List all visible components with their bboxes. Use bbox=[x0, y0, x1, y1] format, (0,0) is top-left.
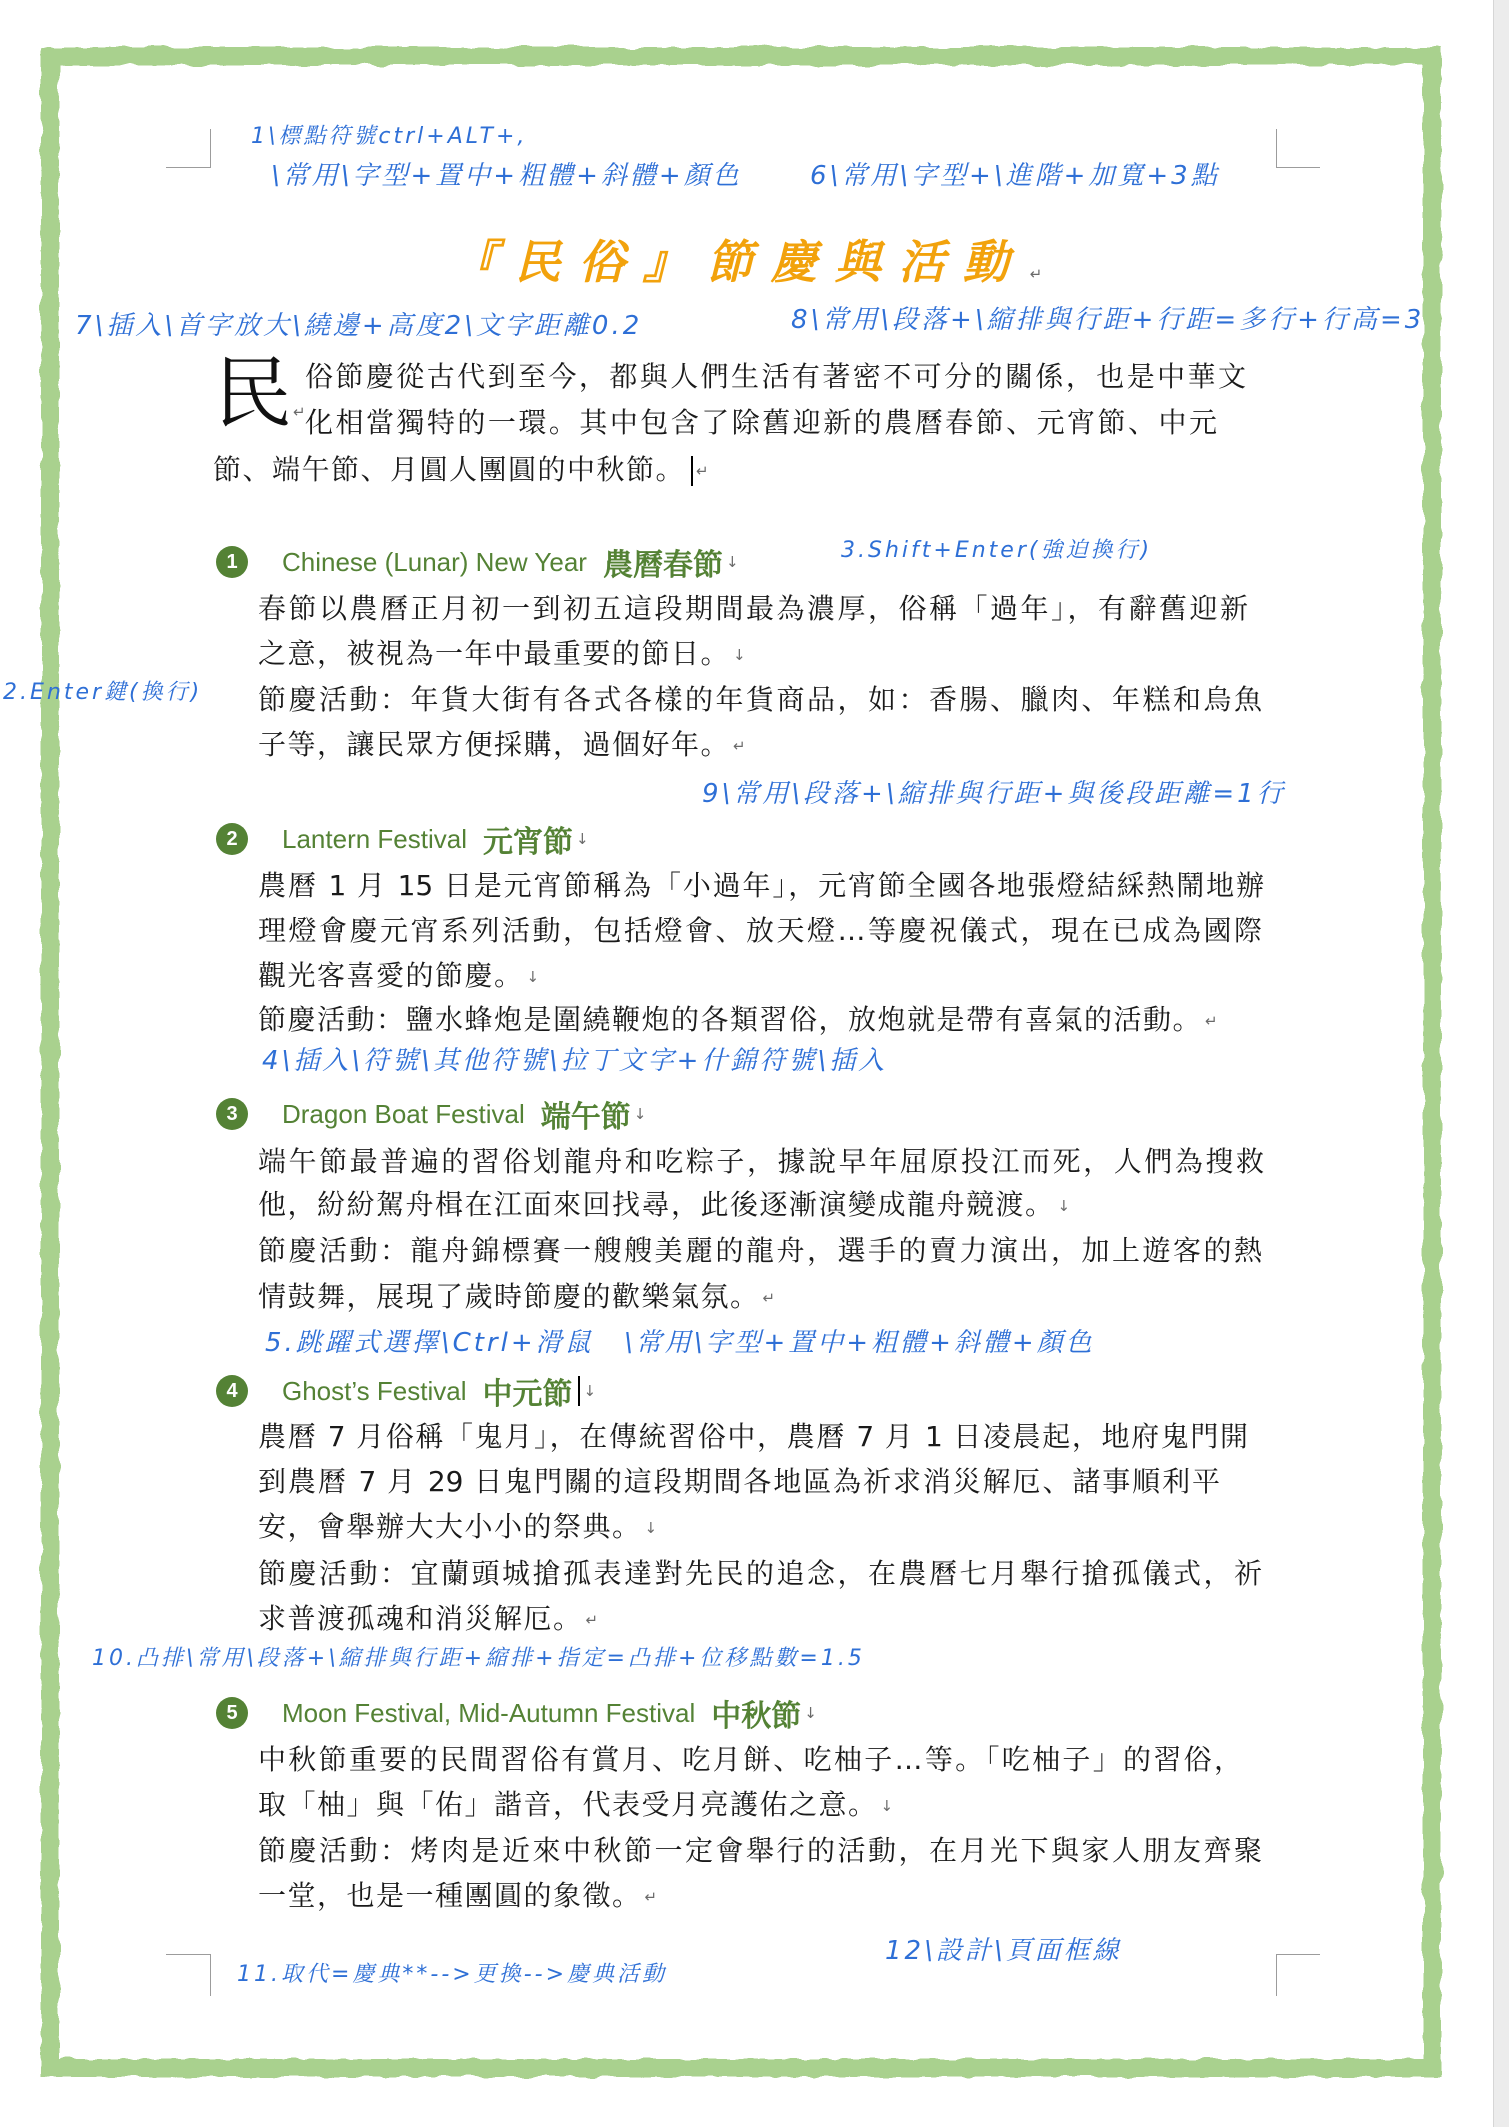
body-line[interactable] bbox=[258, 634, 746, 674]
annotation-note: 6\常用\字型+\進階+加寬+3點 bbox=[810, 161, 1220, 191]
crop-mark-bottom-right bbox=[1276, 1954, 1320, 1996]
body-line[interactable] bbox=[258, 1599, 598, 1639]
number-badge: 1 bbox=[216, 546, 248, 578]
intro-line[interactable]: 俗節慶從古代到至今，都與人們生活有著密不可分的關係，也是中華文 bbox=[305, 360, 1246, 393]
line-break-mark: ↓ bbox=[733, 646, 746, 664]
body-line[interactable] bbox=[258, 1277, 775, 1317]
paragraph-mark: ↵ bbox=[733, 737, 746, 755]
body-line[interactable]: 端午節最普遍的習俗划龍舟和吃粽子，據說早年屈原投江而死，人們為搜救 bbox=[258, 1145, 1264, 1178]
body-line[interactable] bbox=[258, 956, 539, 996]
heading-english[interactable]: Lantern Festival bbox=[282, 823, 467, 854]
line-text[interactable]: 他，紛紛駕舟楫在江面來回找尋，此後逐漸演變成龍舟競渡。 bbox=[258, 1188, 1055, 1221]
annotation-note: 7\插入\首字放大\繞邊+高度2\文字距離0.2 bbox=[75, 311, 643, 341]
section-heading[interactable] bbox=[216, 1693, 817, 1733]
body-line[interactable]: 中秋節重要的民間習俗有賞月、吃月餅、吃柚子…等。「吃柚子」的習俗， bbox=[258, 1743, 1242, 1776]
line-text[interactable]: 情鼓舞，展現了歲時節慶的歡樂氣氛。 bbox=[258, 1280, 760, 1313]
crop-mark-top-left bbox=[166, 129, 211, 168]
paragraph-mark: ↵ bbox=[762, 1289, 776, 1307]
section-heading[interactable] bbox=[216, 542, 739, 582]
paragraph-mark: ↵ bbox=[644, 1888, 658, 1906]
paragraph-mark: ↵ bbox=[1029, 264, 1043, 283]
drop-cap[interactable]: 民 bbox=[214, 349, 293, 439]
body-line[interactable] bbox=[258, 1185, 1070, 1225]
body-line[interactable]: 節慶活動：宜蘭頭城搶孤表達對先民的追念，在農曆七月舉行搶孤儀式，祈 bbox=[258, 1557, 1262, 1590]
section-heading[interactable] bbox=[216, 1371, 596, 1411]
number-badge: 5 bbox=[216, 1697, 248, 1729]
annotation-note: 2.Enter鍵(換行) bbox=[3, 680, 203, 705]
annotation-note: 3.Shift+Enter(強迫換行) bbox=[841, 538, 1153, 563]
line-break-mark: ↓ bbox=[633, 1105, 647, 1123]
line-break-mark: ↓ bbox=[880, 1797, 894, 1815]
heading-english[interactable]: Ghost’s Festival bbox=[282, 1375, 467, 1406]
number-badge: 3 bbox=[216, 1098, 248, 1130]
line-break-mark: ↓ bbox=[526, 968, 540, 986]
line-text[interactable]: 觀光客喜愛的節慶。 bbox=[258, 959, 524, 992]
body-line[interactable]: 農曆 1 月 15 日是元宵節稱為「小過年」，元宵節全國各地張燈結綵熱鬧地辦 bbox=[258, 869, 1264, 902]
heading-chinese[interactable]: 元宵節 bbox=[482, 825, 573, 860]
line-text[interactable]: 取「柚」與「佑」諧音，代表受月亮護佑之意。 bbox=[258, 1788, 878, 1821]
heading-chinese[interactable]: 端午節 bbox=[540, 1100, 631, 1135]
line-break-mark: ↓ bbox=[583, 1382, 597, 1400]
line-text[interactable]: 求普渡孤魂和消災解厄。 bbox=[258, 1602, 583, 1635]
annotation-note: 10.凸排\常用\段落+\縮排與行距+縮排+指定=凸排+位移點數=1.5 bbox=[92, 1646, 865, 1671]
section-heading[interactable] bbox=[216, 1094, 646, 1134]
annotation-note: 1\標點符號ctrl+ALT+, bbox=[251, 124, 528, 149]
heading-chinese[interactable]: 中秋節 bbox=[711, 1699, 802, 1734]
heading-english[interactable]: Chinese (Lunar) New Year bbox=[282, 546, 587, 577]
annotation-note: \常用\字型+置中+粗體+斜體+顏色 bbox=[624, 1328, 1095, 1358]
line-text[interactable]: 節、端午節、月圓人團圓的中秋節。 bbox=[213, 453, 686, 486]
heading-english[interactable]: Dragon Boat Festival bbox=[282, 1098, 525, 1129]
body-line[interactable]: 春節以農曆正月初一到初五這段期間最為濃厚，俗稱「過年」，有辭舊迎新 bbox=[258, 592, 1248, 625]
annotation-note: 11.取代=慶典**-->更換-->慶典活動 bbox=[237, 1962, 668, 1987]
number-badge: 4 bbox=[216, 1375, 248, 1407]
line-text[interactable]: 節慶活動：鹽水蜂炮是圍繞鞭炮的各類習俗，放炮就是帶有喜氣的活動。 bbox=[258, 1003, 1203, 1036]
annotation-note: 8\常用\段落+\縮排與行距+行距=多行+行高=3 bbox=[791, 305, 1425, 335]
line-break-mark: ↓ bbox=[575, 830, 589, 848]
body-line[interactable]: 節慶活動：龍舟錦標賽一艘艘美麗的龍舟，選手的賣力演出，加上遊客的熱 bbox=[258, 1234, 1262, 1267]
line-break-mark: ↓ bbox=[725, 553, 739, 571]
body-line[interactable] bbox=[258, 1507, 657, 1547]
body-line[interactable] bbox=[258, 725, 746, 765]
body-line[interactable] bbox=[258, 1000, 1218, 1040]
body-line[interactable]: 節慶活動：烤肉是近來中秋節一定會舉行的活動，在月光下與家人朋友齊聚 bbox=[258, 1834, 1262, 1867]
annotation-note: \常用\字型+置中+粗體+斜體+顏色 bbox=[271, 161, 742, 191]
annotation-note: 12\設計\頁面框線 bbox=[885, 1936, 1122, 1966]
paragraph-mark: ↵ bbox=[293, 403, 306, 421]
body-line[interactable] bbox=[258, 1876, 657, 1916]
body-line[interactable]: 節慶活動：年貨大街有各式各樣的年貨商品，如：香腸、臘肉、年糕和烏魚 bbox=[258, 683, 1262, 716]
text-cursor bbox=[578, 1376, 580, 1406]
heading-chinese[interactable]: 農曆春節 bbox=[602, 548, 723, 583]
line-break-mark: ↓ bbox=[804, 1704, 817, 1722]
document-title[interactable] bbox=[0, 232, 1493, 292]
body-line[interactable]: 農曆 7 月俗稱「鬼月」，在傳統習俗中，農曆 7 月 1 日凌晨起，地府鬼門開 bbox=[258, 1420, 1248, 1453]
paragraph-mark: ↵ bbox=[1205, 1012, 1218, 1030]
annotation-note: 4\插入\符號\其他符號\拉丁文字+什錦符號\插入 bbox=[262, 1046, 888, 1076]
line-text[interactable]: 子等，讓民眾方便採購，過個好年。 bbox=[258, 728, 731, 761]
window-edge-strip bbox=[1493, 0, 1509, 2127]
line-text[interactable]: 安，會舉辦大大小小的祭典。 bbox=[258, 1510, 642, 1543]
section-heading[interactable] bbox=[216, 819, 589, 859]
crop-mark-top-right bbox=[1276, 129, 1320, 168]
text-cursor bbox=[691, 456, 693, 486]
crop-mark-bottom-left bbox=[166, 1954, 211, 1996]
intro-line[interactable] bbox=[213, 450, 709, 490]
line-text[interactable]: 之意，被視為一年中最重要的節日。 bbox=[258, 637, 731, 670]
intro-line[interactable]: 化相當獨特的一環。其中包含了除舊迎新的農曆春節、元宵節、中元 bbox=[305, 406, 1217, 439]
paragraph-mark: ↵ bbox=[696, 462, 709, 480]
heading-chinese[interactable]: 中元節 bbox=[482, 1377, 573, 1412]
body-line[interactable]: 到農曆 7 月 29 日鬼門關的這段期間各地區為祈求消災解厄、諸事順利平 bbox=[258, 1465, 1220, 1498]
title-text[interactable]: 『民俗』節慶與活動 bbox=[450, 235, 1027, 289]
body-line[interactable]: 理燈會慶元宵系列活動，包括燈會、放天燈…等慶祝儀式，現在已成為國際 bbox=[258, 914, 1262, 947]
line-break-mark: ↓ bbox=[644, 1519, 658, 1537]
paragraph-mark: ↵ bbox=[585, 1611, 599, 1629]
line-break-mark: ↓ bbox=[1057, 1197, 1071, 1215]
body-line[interactable] bbox=[258, 1785, 893, 1825]
annotation-note: 9\常用\段落+\縮排與行距+與後段距離=1行 bbox=[702, 779, 1286, 809]
number-badge: 2 bbox=[216, 823, 248, 855]
heading-english[interactable]: Moon Festival, Mid-Autumn Festival bbox=[282, 1697, 696, 1728]
line-text[interactable]: 一堂，也是一種團圓的象徵。 bbox=[258, 1879, 642, 1912]
annotation-note: 5.跳躍式選擇\Ctrl+滑鼠 bbox=[265, 1328, 594, 1358]
